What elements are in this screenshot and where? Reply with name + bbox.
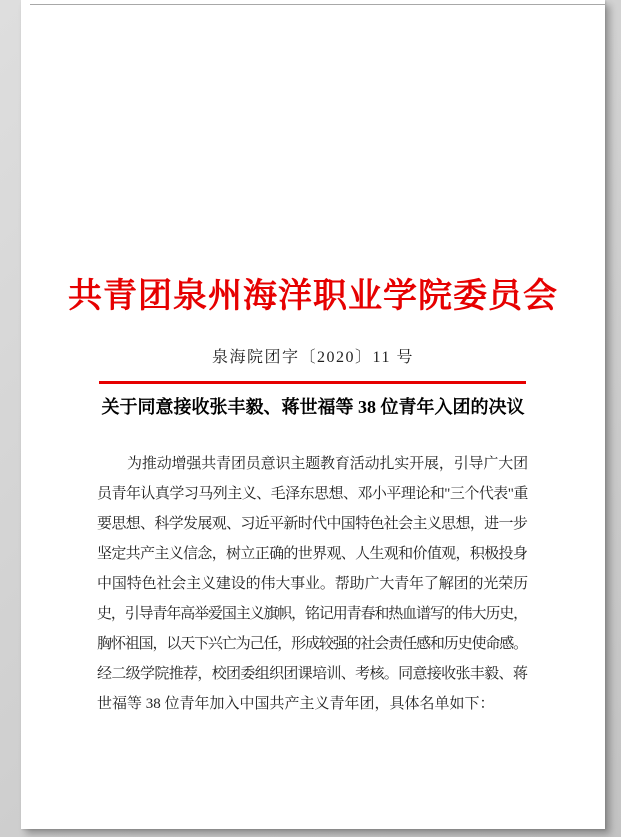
body-line: 胸怀祖国，以天下兴亡为己任，形成较强的社会责任感和历史使命感。 bbox=[97, 636, 527, 652]
document-body bbox=[97, 449, 528, 719]
org-title: 共青团泉州海洋职业学院委员会 bbox=[68, 278, 558, 315]
body-line: 要思想、科学发展观、习近平新时代中国特色社会主义思想，进一步 bbox=[97, 516, 528, 532]
body-line: 世福等 38 位青年加入中国共产主义青年团，具体名单如下： bbox=[97, 696, 495, 712]
doc-number: 泉海院团字〔2020〕11 号 bbox=[212, 349, 414, 366]
body-line: 史，引导青年高举爱国主义旗帜，铭记用青春和热血谱写的伟大历史， bbox=[97, 606, 527, 622]
red-divider-line bbox=[99, 381, 526, 384]
doc-title: 关于同意接收张丰毅、蒋世福等 38 位青年入团的决议 bbox=[101, 397, 525, 417]
body-line: 员青年认真学习马列主义、毛泽东思想、邓小平理论和"三个代表"重 bbox=[97, 486, 528, 502]
body-line: 中国特色社会主义建设的伟大事业。帮助广大青年了解团的光荣历 bbox=[97, 576, 528, 592]
body-line: 为推动增强共青团员意识主题教育活动扎实开展，引导广大团 bbox=[127, 456, 528, 472]
document-page bbox=[21, 0, 605, 829]
page-top-edge bbox=[30, 4, 605, 5]
body-line: 坚定共产主义信念，树立正确的世界观、人生观和价值观，积极投身 bbox=[97, 546, 528, 562]
body-line: 经二级学院推荐，校团委组织团课培训、考核。同意接收张丰毅、蒋 bbox=[97, 666, 528, 682]
